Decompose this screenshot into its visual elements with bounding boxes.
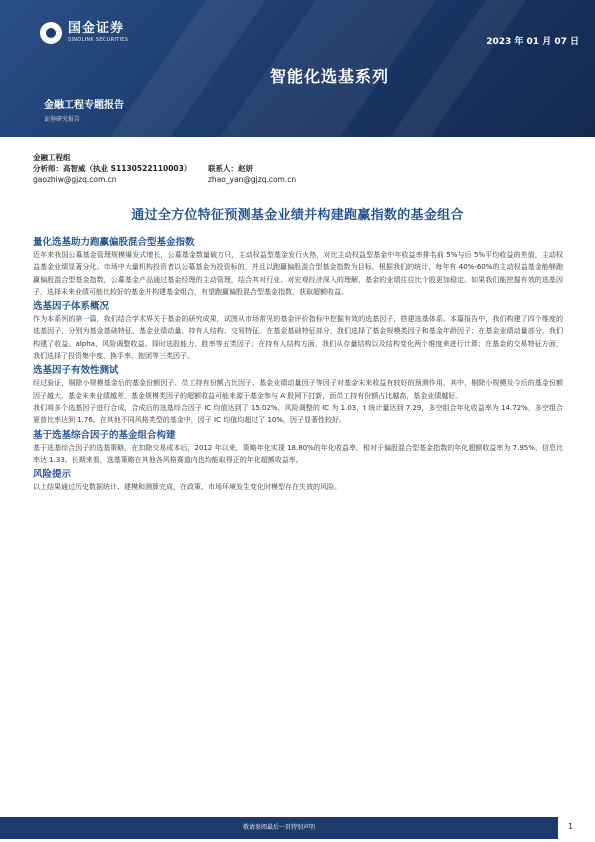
footer-disclaimer: 敬请参阅最后一页特别声明 <box>0 817 558 839</box>
section-portfolio <box>33 429 563 467</box>
research-group: 金融工程组 <box>33 153 71 162</box>
section-risk <box>33 468 563 493</box>
summary-content <box>33 234 563 493</box>
series-title: 智能化选基系列 <box>270 67 390 86</box>
analyst-line: 分析师：高智威（执业 S1130522110003） <box>33 164 192 173</box>
logo-chinese-name: 国金证券 <box>68 21 125 36</box>
section-overview <box>33 236 563 298</box>
logo-icon <box>40 22 62 44</box>
report-date: 2023 年 01 月 07 日 <box>486 37 579 47</box>
section-paragraph: 经过验证，剔除小规模基金后的基金份额因子、员工持有份额占比因子、基金业绩动量因子等因子对基金未来收益有较好的预测作用。其中，剔除小规模及今后的基金份额因子越大，基金未来业绩越差，基金规模类因子的超额收益可能来源于基金参与 A 股网下打新，而员工持有份额占比越高，基金业绩越好。 <box>33 379 563 400</box>
section-factor-test <box>33 364 563 426</box>
contact-line: 联系人：赵妍 <box>208 164 253 173</box>
section-paragraph: 基于选基综合因子的选基策略，在扣除交易成本后，2012 年以来，策略年化实现 18.80%的年化收益率，相对于偏股混合型基金指数的年化超额收益率为 7.95%，信息比率达 1.33。长期来看，选基策略在其他各风格赛道内也均能取得正的年化超额收益率。 <box>33 443 563 464</box>
section-paragraph: 我们将多个选基因子进行合成，合成后的选基综合因子 IC 均值达到了 15.02%，风险调整的 IC 为 1.03，t 统计量达到 7.29，多空组合年化收益率为 14.72%，多空组合夏普比率达到 1.76。在其他不同风格类型的基金中，因子 IC 均值均超过了 10%，因子显著性较好。 <box>33 403 563 425</box>
company-logo <box>40 22 128 44</box>
report-category: 证券研究报告 <box>44 116 81 123</box>
analyst-email[interactable]: gaozhiw@gjzq.com.cn <box>33 175 117 184</box>
section-heading: 选基因子有效性测试 <box>33 365 119 377</box>
section-paragraph: 以上结果通过历史数据统计、建模和测算完成，在政策、市场环境发生变化时模型存在失效的风险。 <box>33 483 341 492</box>
section-heading: 选基因子体系概况 <box>33 301 110 313</box>
section-heading: 基于选基综合因子的基金组合构建 <box>33 429 176 441</box>
page-number: 1 <box>568 822 574 831</box>
author-info <box>33 152 563 185</box>
main-title: 通过全方位特征预测基金业绩并构建跑赢指数的基金组合 <box>131 208 464 223</box>
section-heading: 风险提示 <box>33 469 72 481</box>
contact-email[interactable]: zhao_yan@gjzq.com.cn <box>208 175 297 184</box>
report-header <box>0 0 595 137</box>
section-heading: 量化选基助力跑赢偏股混合型基金指数 <box>33 237 195 248</box>
report-type: 金融工程专题报告 <box>44 100 124 111</box>
section-paragraph: 作为本系列的第一篇，我们结合学术界关于基金的研究成果，试图从市场常见的基金评价指标中挖掘有效的选基因子，搭建选基体系。本篇报告中，我们构建了四个维度的选基因子，分别为基金基础特征、基金业绩动量、持有人结构、交易特征。在基金基础特征部分，我们选择了基金规模类因子和基金年龄因子；在基金业绩动量部分，我们构建了收益、alpha、风险调整收益、择时选股能力、胜率等五类因子；在持有人结构方面，我们从存量结构以及结构变化两个维度来进行计算；在基金的交易特征方面，我们选择了投资集中度、换手率、抱团等三类因子。 <box>33 315 563 361</box>
section-factor-system <box>33 300 563 362</box>
section-paragraph: 近年来我国公募基金管理规模爆发式增长，公募基金数量破万只，主动权益型基金发行火热，对比主动权益型基金中年收益率排名前 5%与后 5%平均收益的差值，主动权益基金业绩显著分化。市场中大量机构投资者以公募基金为投资标的，并且以跑赢偏股混合型基金指数为目标，根据我们的统计，每年有 40%-60%的主动权益基金能够跑赢偏股混合型基金指数，公募基金产品通过基金经理的主动管理，结合其对行业、对宏观经济深入的理解，基金的业绩往往比个股更加稳定。如果我们能挖掘有效的选基因子，选择未来业绩可能比较好的基金并构建基金组合，有望跑赢偏股混合型基金指数，获取超额收益。 <box>33 251 563 296</box>
logo-english-name: SINOLINK SECURITIES <box>68 37 129 43</box>
